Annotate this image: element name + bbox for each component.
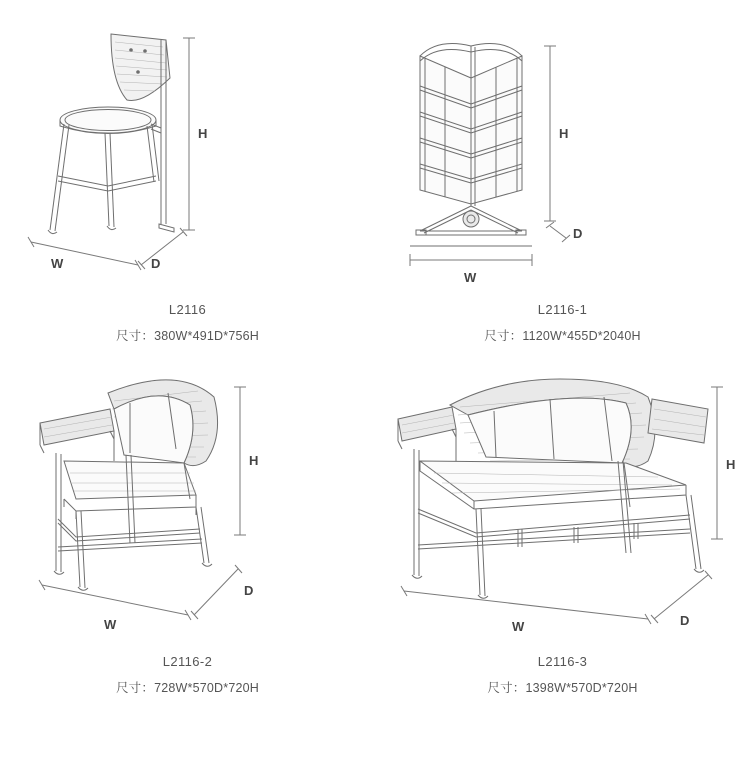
dim-label-h: H xyxy=(197,126,207,142)
product-dimensions: 尺寸：380W*491D*756H xyxy=(115,329,260,344)
product-drawing-l2116-2 xyxy=(0,350,375,655)
dim-label-h: H xyxy=(248,453,258,469)
dim-label-h: H xyxy=(558,126,568,142)
product-caption-l2116 xyxy=(116,303,259,344)
product-drawing-l2116-1 xyxy=(375,0,750,303)
corner-shelf-illustration xyxy=(398,16,728,286)
product-caption-l2116-2 xyxy=(116,655,259,696)
armchair-illustration xyxy=(18,357,358,647)
product-cell-l2116-1 xyxy=(375,0,750,350)
product-cell-l2116-2 xyxy=(0,350,375,740)
two-seat-sofa-illustration xyxy=(390,357,735,647)
product-dimensions: 尺寸：1398W*570D*720H xyxy=(487,681,638,696)
product-code: L2116 xyxy=(168,301,207,317)
product-caption-l2116-1 xyxy=(484,303,640,344)
dim-label-d: D xyxy=(243,583,253,599)
dim-label-w: W xyxy=(463,270,476,286)
product-drawing-l2116-3 xyxy=(375,350,750,655)
dim-label-w: W xyxy=(50,256,63,272)
product-dimensions: 尺寸：728W*570D*720H xyxy=(115,681,260,696)
dim-label-w: W xyxy=(103,617,116,633)
product-caption-l2116-3 xyxy=(487,655,637,696)
product-code: L2116-3 xyxy=(537,653,588,669)
product-drawing-l2116 xyxy=(0,0,375,303)
product-dimensions: 尺寸：1120W*455D*2040H xyxy=(484,329,641,344)
dim-label-d: D xyxy=(150,256,160,272)
chair-side-table-illustration xyxy=(23,16,353,286)
dim-label-w: W xyxy=(512,619,525,635)
dim-label-d: D xyxy=(572,226,582,242)
dim-label-d: D xyxy=(680,613,690,629)
dim-label-h: H xyxy=(726,457,735,473)
product-code: L2116-2 xyxy=(162,653,213,669)
product-code: L2116-1 xyxy=(537,301,588,317)
product-cell-l2116-3 xyxy=(375,350,750,740)
product-cell-l2116 xyxy=(0,0,375,350)
